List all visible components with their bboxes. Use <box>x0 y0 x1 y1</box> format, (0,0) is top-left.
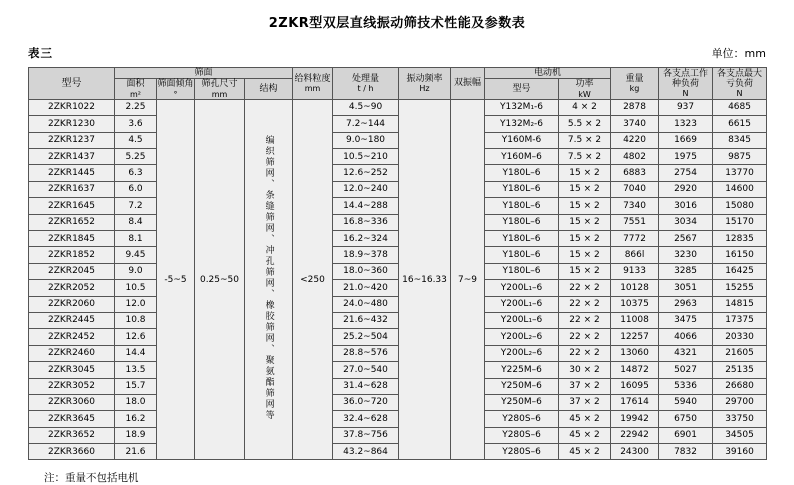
cell-load-working: 5940 <box>659 394 713 410</box>
cell-model: 2ZKR1230 <box>29 116 115 132</box>
table-row <box>29 394 767 410</box>
cell-area: 8.4 <box>115 214 157 230</box>
table-row <box>29 214 767 230</box>
cell-motor-power: 7.5 × 2 <box>559 132 611 148</box>
cell-capacity: 7.2~144 <box>333 116 399 132</box>
cell-motor-model: Y280S–6 <box>485 411 559 427</box>
cell-motor-model: Y200L₁–6 <box>485 312 559 328</box>
cell-load-max: 9875 <box>713 149 767 165</box>
cell-weight: 13060 <box>611 345 659 361</box>
table-row <box>29 263 767 279</box>
cell-capacity: 14.4~288 <box>333 198 399 214</box>
cell-motor-power: 45 × 2 <box>559 411 611 427</box>
cell-model: 2ZKR3060 <box>29 394 115 410</box>
cell-weight: 16095 <box>611 378 659 394</box>
cell-load-working: 3285 <box>659 263 713 279</box>
table-row <box>29 165 767 181</box>
cell-load-working: 2567 <box>659 231 713 247</box>
cell-load-max: 17375 <box>713 312 767 328</box>
th-frequency-unit: Hz <box>419 84 430 94</box>
cell-load-working: 3016 <box>659 198 713 214</box>
cell-motor-model: Y180L–6 <box>485 231 559 247</box>
cell-motor-model: Y200L₁–6 <box>485 280 559 296</box>
cell-motor-model: Y250M–6 <box>485 394 559 410</box>
th-load-max-unit: N <box>736 89 743 99</box>
table-row <box>29 362 767 378</box>
cell-motor-model: Y225M–6 <box>485 362 559 378</box>
th-feed-label: 给料粒度 <box>294 73 331 84</box>
cell-load-max: 15255 <box>713 280 767 296</box>
table-row <box>29 231 767 247</box>
cell-load-max: 20330 <box>713 329 767 345</box>
cell-load-working: 2963 <box>659 296 713 312</box>
cell-load-working: 3051 <box>659 280 713 296</box>
cell-model: 2ZKR3652 <box>29 427 115 443</box>
page-title: 2ZKR型双层直线振动筛技术性能及参数表 <box>268 16 526 31</box>
cell-model: 2ZKR1637 <box>29 181 115 197</box>
cell-area: 16.2 <box>115 411 157 427</box>
cell-load-working: 1323 <box>659 116 713 132</box>
subheader-row <box>28 45 766 61</box>
cell-load-max: 39160 <box>713 444 767 460</box>
cell-motor-model: Y280S–6 <box>485 444 559 460</box>
cell-model: 2ZKR1445 <box>29 165 115 181</box>
cell-capacity: 18.9~378 <box>333 247 399 263</box>
table-note: 注：重量不包括电机 <box>44 472 139 485</box>
cell-load-working: 6901 <box>659 427 713 443</box>
cell-motor-power: 45 × 2 <box>559 444 611 460</box>
cell-capacity: 37.8~756 <box>333 427 399 443</box>
cell-motor-power: 15 × 2 <box>559 181 611 197</box>
table-row <box>29 181 767 197</box>
cell-load-max: 26680 <box>713 378 767 394</box>
cell-capacity: 10.5~210 <box>333 149 399 165</box>
cell-load-max: 16150 <box>713 247 767 263</box>
th-motor-group: 电动机 <box>485 68 611 79</box>
cell-model: 2ZKR1852 <box>29 247 115 263</box>
table-label: 表三 <box>28 46 53 60</box>
cell-load-max: 29700 <box>713 394 767 410</box>
th-load-working-label: 各支点工作种负荷 <box>663 68 709 89</box>
cell-weight: 7772 <box>611 231 659 247</box>
cell-area: 10.8 <box>115 312 157 328</box>
table-row <box>29 329 767 345</box>
cell-weight: 7340 <box>611 198 659 214</box>
cell-weight: 7040 <box>611 181 659 197</box>
cell-model: 2ZKR1845 <box>29 231 115 247</box>
cell-weight: 17614 <box>611 394 659 410</box>
cell-motor-power: 15 × 2 <box>559 214 611 230</box>
th-amplitude: 双振幅 <box>451 68 485 100</box>
cell-area: 18.0 <box>115 394 157 410</box>
cell-model: 2ZKR1237 <box>29 132 115 148</box>
th-motor-power-unit: kW <box>578 89 591 99</box>
cell-load-working: 4066 <box>659 329 713 345</box>
cell-weight: 14872 <box>611 362 659 378</box>
table-row <box>29 132 767 148</box>
cell-motor-power: 30 × 2 <box>559 362 611 378</box>
cell-motor-power: 37 × 2 <box>559 394 611 410</box>
cell-motor-model: Y180L–6 <box>485 181 559 197</box>
cell-capacity: 9.0~180 <box>333 132 399 148</box>
cell-area: 10.5 <box>115 280 157 296</box>
cell-weight: 19942 <box>611 411 659 427</box>
th-aperture-label: 筛孔尺寸 <box>201 79 238 90</box>
table-row <box>29 427 767 443</box>
cell-load-max: 8345 <box>713 132 767 148</box>
cell-weight: 3740 <box>611 116 659 132</box>
cell-motor-power: 4 × 2 <box>559 99 611 115</box>
th-area <box>115 79 157 100</box>
th-load-max-label: 各支点最大亏负荷 <box>717 68 763 89</box>
cell-model: 2ZKR3045 <box>29 362 115 378</box>
cell-motor-power: 15 × 2 <box>559 165 611 181</box>
th-model: 型号 <box>29 68 115 100</box>
cell-motor-model: Y200L₂–6 <box>485 329 559 345</box>
th-load-working <box>659 68 713 100</box>
cell-structure-merged <box>245 99 293 460</box>
structure-text: 编织筛网、条缝筛网、冲孔筛网、橡胶筛网、聚氨酯筛网等 <box>263 135 274 421</box>
cell-weight: 9133 <box>611 263 659 279</box>
table-row <box>29 149 767 165</box>
table-row <box>29 345 767 361</box>
th-capacity-label: 处理量 <box>352 73 380 84</box>
cell-weight: 866l <box>611 247 659 263</box>
cell-model: 2ZKR1437 <box>29 149 115 165</box>
cell-load-max: 13770 <box>713 165 767 181</box>
cell-motor-model: Y180L–6 <box>485 165 559 181</box>
unit-label: 单位：mm <box>711 47 766 60</box>
header-row-1 <box>29 68 767 79</box>
cell-weight: 22942 <box>611 427 659 443</box>
th-motor-power-label: 功率 <box>575 79 594 90</box>
cell-area: 3.6 <box>115 116 157 132</box>
cell-weight: 24300 <box>611 444 659 460</box>
cell-motor-model: Y280S–6 <box>485 427 559 443</box>
cell-area: 18.9 <box>115 427 157 443</box>
th-weight-label: 重量 <box>625 73 644 84</box>
cell-load-max: 15080 <box>713 198 767 214</box>
cell-load-max: 33750 <box>713 411 767 427</box>
th-frequency <box>399 68 451 100</box>
th-frequency-label: 振动频率 <box>406 73 443 84</box>
th-motor-model: 型号 <box>485 79 559 100</box>
th-load-max <box>713 68 767 100</box>
cell-load-max: 14815 <box>713 296 767 312</box>
cell-motor-power: 37 × 2 <box>559 378 611 394</box>
cell-motor-model: Y180L–6 <box>485 214 559 230</box>
th-structure: 结构 <box>245 79 293 100</box>
cell-model: 2ZKR2045 <box>29 263 115 279</box>
th-area-unit: m² <box>130 89 141 99</box>
cell-motor-power: 5.5 × 2 <box>559 116 611 132</box>
cell-feed-merged: <250 <box>293 99 333 460</box>
cell-load-max: 21605 <box>713 345 767 361</box>
cell-weight: 10375 <box>611 296 659 312</box>
cell-capacity: 12.0~240 <box>333 181 399 197</box>
th-capacity <box>333 68 399 100</box>
cell-load-working: 4321 <box>659 345 713 361</box>
cell-motor-model: Y200L₂–6 <box>485 345 559 361</box>
cell-capacity: 21.0~420 <box>333 280 399 296</box>
th-weight <box>611 68 659 100</box>
cell-load-max: 34505 <box>713 427 767 443</box>
cell-motor-model: Y160M–6 <box>485 149 559 165</box>
th-capacity-unit: t / h <box>357 84 374 94</box>
th-aperture <box>195 79 245 100</box>
cell-load-working: 937 <box>659 99 713 115</box>
cell-load-max: 25135 <box>713 362 767 378</box>
th-angle-unit: ° <box>173 89 178 99</box>
cell-motor-power: 22 × 2 <box>559 296 611 312</box>
cell-load-working: 2920 <box>659 181 713 197</box>
cell-capacity: 12.6~252 <box>333 165 399 181</box>
cell-weight: 12257 <box>611 329 659 345</box>
cell-area: 13.5 <box>115 362 157 378</box>
cell-model: 2ZKR2445 <box>29 312 115 328</box>
cell-capacity: 16.2~324 <box>333 231 399 247</box>
cell-capacity: 28.8~576 <box>333 345 399 361</box>
cell-model: 2ZKR1022 <box>29 99 115 115</box>
cell-motor-model: Y180L–6 <box>485 247 559 263</box>
cell-capacity: 43.2~864 <box>333 444 399 460</box>
cell-weight: 7551 <box>611 214 659 230</box>
cell-area: 12.0 <box>115 296 157 312</box>
cell-capacity: 16.8~336 <box>333 214 399 230</box>
cell-capacity: 24.0~480 <box>333 296 399 312</box>
table-row <box>29 378 767 394</box>
cell-model: 2ZKR2452 <box>29 329 115 345</box>
cell-motor-power: 22 × 2 <box>559 345 611 361</box>
cell-motor-power: 22 × 2 <box>559 312 611 328</box>
cell-model: 2ZKR3645 <box>29 411 115 427</box>
cell-load-working: 6750 <box>659 411 713 427</box>
th-angle-label: 筛面倾角 <box>157 79 194 90</box>
th-aperture-unit: mm <box>211 89 228 99</box>
cell-motor-model: Y160M-6 <box>485 132 559 148</box>
cell-area: 12.6 <box>115 329 157 345</box>
cell-capacity: 21.6~432 <box>333 312 399 328</box>
cell-load-working: 5027 <box>659 362 713 378</box>
cell-motor-power: 22 × 2 <box>559 329 611 345</box>
cell-load-max: 12835 <box>713 231 767 247</box>
cell-motor-power: 45 × 2 <box>559 427 611 443</box>
cell-capacity: 18.0~360 <box>333 263 399 279</box>
th-feed <box>293 68 333 100</box>
th-area-label: 面积 <box>126 79 145 90</box>
cell-angle-merged: -5~5 <box>157 99 195 460</box>
table-head <box>29 68 767 100</box>
cell-capacity: 31.4~628 <box>333 378 399 394</box>
cell-weight: 6883 <box>611 165 659 181</box>
cell-area: 2.25 <box>115 99 157 115</box>
cell-weight: 4220 <box>611 132 659 148</box>
cell-model: 2ZKR1652 <box>29 214 115 230</box>
cell-frequency-merged: 16~16.33 <box>399 99 451 460</box>
cell-load-working: 2754 <box>659 165 713 181</box>
th-weight-unit: kg <box>629 84 640 94</box>
cell-model: 2ZKR2460 <box>29 345 115 361</box>
cell-capacity: 27.0~540 <box>333 362 399 378</box>
cell-load-max: 16425 <box>713 263 767 279</box>
cell-load-working: 3034 <box>659 214 713 230</box>
cell-motor-power: 15 × 2 <box>559 231 611 247</box>
cell-motor-power: 7.5 × 2 <box>559 149 611 165</box>
cell-motor-power: 22 × 2 <box>559 280 611 296</box>
cell-load-working: 3230 <box>659 247 713 263</box>
cell-capacity: 36.0~720 <box>333 394 399 410</box>
cell-motor-power: 15 × 2 <box>559 198 611 214</box>
th-load-working-unit: N <box>682 89 689 99</box>
cell-weight: 10128 <box>611 280 659 296</box>
table-row <box>29 312 767 328</box>
cell-motor-power: 15 × 2 <box>559 247 611 263</box>
cell-load-max: 15170 <box>713 214 767 230</box>
cell-load-max: 14600 <box>713 181 767 197</box>
cell-capacity: 25.2~504 <box>333 329 399 345</box>
table-row <box>29 444 767 460</box>
cell-area: 14.4 <box>115 345 157 361</box>
cell-motor-model: Y180L–6 <box>485 198 559 214</box>
table-row <box>29 280 767 296</box>
table-body <box>29 99 767 460</box>
cell-area: 5.25 <box>115 149 157 165</box>
table-row <box>29 247 767 263</box>
cell-area: 8.1 <box>115 231 157 247</box>
cell-area: 15.7 <box>115 378 157 394</box>
cell-area: 21.6 <box>115 444 157 460</box>
cell-model: 2ZKR2060 <box>29 296 115 312</box>
cell-model: 2ZKR3052 <box>29 378 115 394</box>
cell-model: 2ZKR3660 <box>29 444 115 460</box>
table-row <box>29 116 767 132</box>
cell-load-working: 1975 <box>659 149 713 165</box>
cell-motor-model: Y180L–6 <box>485 263 559 279</box>
th-motor-power <box>559 79 611 100</box>
cell-area: 9.45 <box>115 247 157 263</box>
cell-motor-power: 15 × 2 <box>559 263 611 279</box>
table-row <box>29 411 767 427</box>
cell-capacity: 32.4~628 <box>333 411 399 427</box>
table-row <box>29 198 767 214</box>
cell-model: 2ZKR2052 <box>29 280 115 296</box>
cell-area: 6.3 <box>115 165 157 181</box>
cell-load-max: 6615 <box>713 116 767 132</box>
cell-weight: 11008 <box>611 312 659 328</box>
table-row <box>29 99 767 115</box>
th-feed-unit: mm <box>304 84 321 94</box>
cell-model: 2ZKR1645 <box>29 198 115 214</box>
cell-amplitude-merged: 7~9 <box>451 99 485 460</box>
table-row <box>29 296 767 312</box>
cell-load-working: 1669 <box>659 132 713 148</box>
cell-area: 9.0 <box>115 263 157 279</box>
cell-aperture-merged: 0.25~50 <box>195 99 245 460</box>
cell-area: 4.5 <box>115 132 157 148</box>
cell-load-working: 5336 <box>659 378 713 394</box>
cell-load-max: 4685 <box>713 99 767 115</box>
cell-motor-model: Y132M₂-6 <box>485 116 559 132</box>
cell-motor-model: Y200L₁–6 <box>485 296 559 312</box>
spec-table <box>28 67 767 460</box>
cell-weight: 4802 <box>611 149 659 165</box>
cell-load-working: 3475 <box>659 312 713 328</box>
cell-motor-model: Y250M–6 <box>485 378 559 394</box>
cell-load-working: 7832 <box>659 444 713 460</box>
cell-area: 7.2 <box>115 198 157 214</box>
th-screen-group: 筛面 <box>115 68 293 79</box>
cell-capacity: 4.5~90 <box>333 99 399 115</box>
th-angle <box>157 79 195 100</box>
cell-area: 6.0 <box>115 181 157 197</box>
cell-motor-model: Y132M₁-6 <box>485 99 559 115</box>
cell-weight: 2878 <box>611 99 659 115</box>
